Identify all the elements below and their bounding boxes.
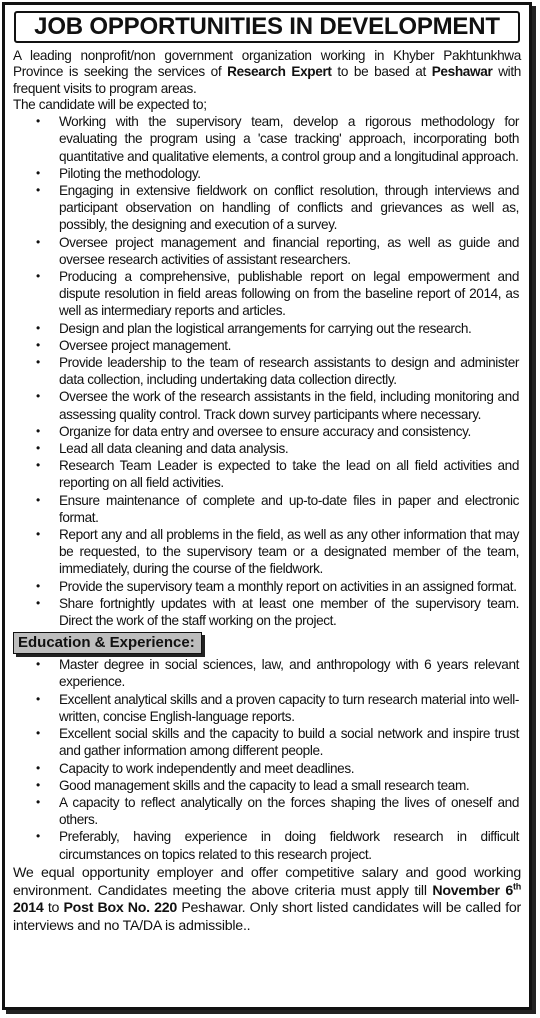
footer-paragraph [13,865,521,936]
responsibility-item [13,234,521,268]
bullet-icon: • [36,691,40,706]
bullet-icon: • [36,441,40,456]
responsibility-item-text: Provide leadership to the team of research assistants to design and administer data collection, including undertaking data collection directly. [59,355,519,388]
bullet-icon: • [36,492,40,507]
education-item [13,794,521,828]
bullet-icon: • [36,269,40,284]
responsibility-item [13,457,521,491]
responsibility-item-text: Producing a comprehensive, publishable report on legal empowerment and dispute resolution in field areas following on from the baseline report of 2014, as well as intermediary reports and articles. [59,269,519,319]
education-item-text: Excellent social skills and the capacity to build a social network and inspire trust and gather information among different people. [59,726,519,759]
location-name: Peshawar [431,64,493,80]
bullet-icon: • [36,234,40,249]
responsibility-item [13,354,521,388]
education-item-text: Good management skills and the capacity to lead a small research team. [59,777,470,793]
bullet-icon: • [36,458,40,473]
responsibilities-list [13,113,521,629]
bullet-icon: • [36,829,40,844]
bullet-icon: • [36,355,40,370]
education-item-text: A capacity to reflect analytically on the forces shaping the lives of oneself and others. [59,794,519,828]
responsibility-item [13,492,521,526]
bullet-icon: • [36,595,40,610]
intro-paragraph [13,48,521,97]
intro-text-1: A leading nonprofit/non government organization working in Khyber Pakhtunkhwa Province is seeking the services of [13,48,521,80]
bullet-icon: • [36,183,40,197]
bullet-icon: • [36,726,40,741]
footer-text-3: Peshawar. Only short listed candidates will be called for interviews and no TA/DA is admissible.. [13,900,522,935]
intro-text-2: to be based at [331,64,432,80]
intro-text-3: with frequent visits to program areas. [13,64,521,96]
responsibility-item-text: Engaging in extensive fieldwork on conflict resolution, through interviews and participant observation on handling of conflicts and grievances as well as, possibly, the designing and execution of a survey. [59,183,519,233]
responsibility-item-text: Lead all data cleaning and data analysis. [59,441,289,457]
bullet-icon: • [36,794,40,809]
bullet-icon: • [36,389,40,404]
education-item [13,760,521,777]
education-list [13,656,521,862]
post-box: Post Box No. 220 [63,900,178,917]
bullet-icon: • [36,114,40,129]
responsibility-item [13,526,521,578]
responsibility-item-text: Oversee the work of the research assistants in the field, including monitoring and assessing quality control. Track down survey participants where necessary. [59,389,519,422]
responsibility-item [13,268,521,320]
deadline-year: 2014 [13,900,44,917]
responsibility-item [13,578,521,595]
education-item [13,828,521,862]
responsibility-item [13,165,521,182]
responsibility-item-text: Working with the supervisory team, develop a rigorous methodology for evaluating the program using a 'case tracking' approach, incorporating both quantitative and qualitative elements, a control group and a longitudinal approach. [59,114,519,164]
footer-text-2: to [43,900,64,917]
education-item [13,691,521,725]
bullet-icon: • [36,337,40,352]
education-item-text: Preferably, having experience in doing fieldwork research in difficult circumstances on topics related to this research project. [59,829,519,862]
responsibility-item [13,440,521,457]
responsibility-item-text: Research Team Leader is expected to take the lead on all field activities and reporting on all field activities. [59,458,519,491]
education-item-text: Master degree in social sciences, law, and anthropology with 6 years relevant experience. [59,657,519,690]
bullet-icon: • [36,423,40,438]
responsibility-item [13,320,521,337]
responsibility-item [13,595,521,629]
responsibility-item-text: Ensure maintenance of complete and up-to-date files in paper and electronic format. [59,492,519,525]
responsibility-item-text: Design and plan the logistical arrangements for carrying out the research. [59,320,472,336]
bullet-icon: • [36,777,40,792]
responsibility-item-text: Oversee project management and financial reporting, as well as guide and oversee research activities of assistant researchers. [59,234,519,267]
responsibility-item-text: Report any and all problems in the field, as well as any other information that may be requested, to the supervisory team or a designated member of the team, immediately, during the course of the fieldwork. [59,527,519,577]
responsibility-item [13,113,521,165]
education-item-text: Capacity to work independently and meet deadlines. [59,760,355,776]
bullet-icon: • [36,527,40,542]
responsibility-item-text: Share fortnightly updates with at least one member of the supervisory team. Direct the work of the staff working on the project. [59,595,519,629]
position-name: Research Expert [227,64,332,80]
education-item [13,656,521,690]
bullet-icon: • [36,578,40,593]
expected-label: The candidate will be expected to; [13,96,207,112]
responsibility-item [13,388,521,422]
education-item [13,777,521,794]
responsibility-item-text: Provide the supervisory team a monthly report on activities in an assigned format. [59,578,517,594]
education-item [13,725,521,759]
job-advertisement [2,2,532,1010]
responsibility-item-text: Organize for data entry and oversee to ensure accuracy and consistency. [59,423,471,439]
bullet-icon: • [36,320,40,335]
bullet-icon: • [36,165,40,180]
responsibility-item [13,337,521,354]
responsibility-item [13,182,521,234]
deadline-day: November 6 [432,882,514,899]
deadline-suffix: th [513,880,522,891]
ad-title: JOB OPPORTUNITIES IN DEVELOPMENT [14,11,520,43]
footer-text-1: We equal opportunity employer and offer competitive salary and good working environment. Candidates meeting the above criteria must apply till [13,864,521,899]
responsibility-item-text: Piloting the methodology. [59,165,201,181]
bullet-icon: • [36,760,40,775]
bullet-icon: • [36,657,40,672]
responsibility-item-text: Oversee project management. [59,337,232,353]
education-heading: Education & Experience: [13,632,202,654]
education-item-text: Excellent analytical skills and a proven capacity to turn research material into well-written, concise English-language reports. [59,691,519,724]
responsibility-item [13,423,521,440]
